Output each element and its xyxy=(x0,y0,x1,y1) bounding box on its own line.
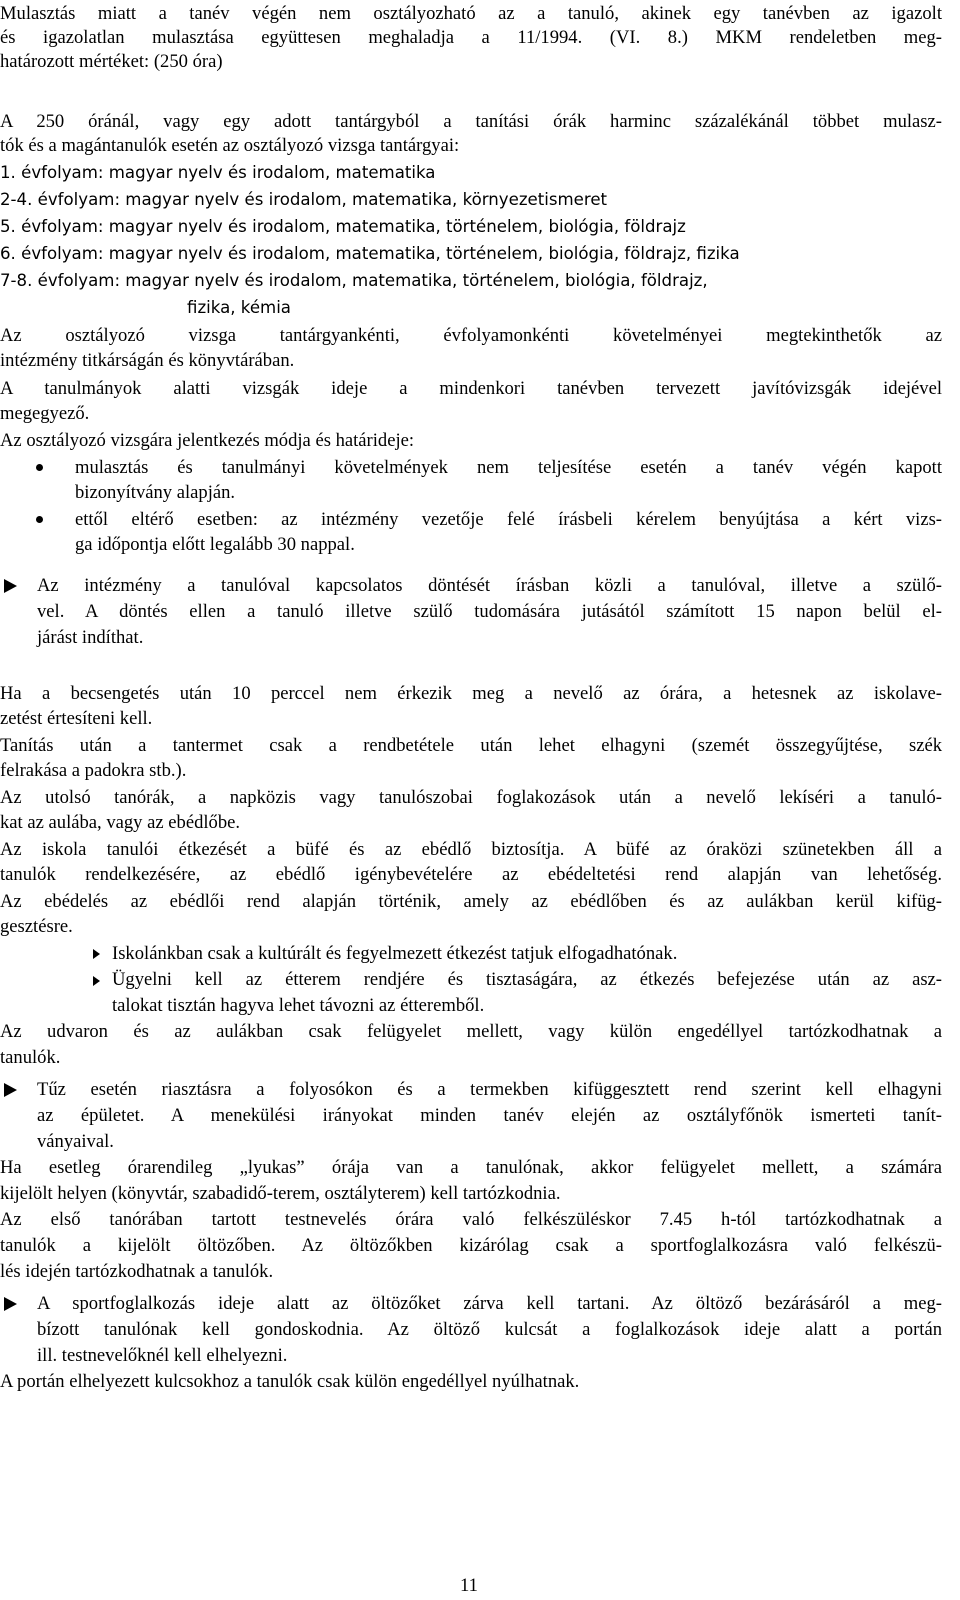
arrow-right-icon xyxy=(93,976,100,986)
bullet-1-line-1: mulasztás és tanulmányi követelmények nem teljesítése esetén a tanév végén kapott xyxy=(75,457,942,478)
classroom-line-2: felrakása a padokra stb.). xyxy=(0,760,187,781)
requirements-line-2: intézmény titkárságán és könyvtárában. xyxy=(0,350,295,371)
dining-rule-1: Iskolánkban csak a kultúrált és fegyelmezett étkezést tatjuk elfogadhatónak. xyxy=(112,943,678,964)
arrow-right-icon xyxy=(93,949,100,959)
fire-line-3: ványaival. xyxy=(37,1131,114,1152)
pe-line-3: lés idején tartózkodhatnak a tanulók. xyxy=(0,1261,274,1282)
dining-line-2: gesztésre. xyxy=(0,916,73,937)
arrow-right-icon xyxy=(4,1083,17,1097)
courtyard-line-2: tanulók. xyxy=(0,1047,61,1068)
grade-7-8-subjects: 7-8. évfolyam: magyar nyelv és irodalom, matematika, történelem, biológia, földrajz, xyxy=(0,271,708,290)
grade-1-subjects: 1. évfolyam: magyar nyelv és irodalom, matematika xyxy=(0,163,436,182)
grade-5-subjects: 5. évfolyam: magyar nyelv és irodalom, matematika, történelem, biológia, földrajz xyxy=(0,217,686,236)
last-lessons-line-1: Az utolsó tanórák, a napközis vagy tanulószobai foglakozások után a nevelő lekíséri a tanuló- xyxy=(0,787,942,808)
grade-6-subjects: 6. évfolyam: magyar nyelv és irodalom, matematika, történelem, biológia, földrajz, fizika xyxy=(0,244,740,263)
page-number: 11 xyxy=(460,1575,478,1596)
dining-line-1: Az ebédelés az ebédlői rend alapján történik, amely az ebédlőben és az aulákban kerül kifüg- xyxy=(0,891,942,912)
exam-intro-line-2: tók és a magántanulók esetén az osztályozó vizsga tantárgyai: xyxy=(0,135,460,156)
decision-line-2: vel. A döntés ellen a tanuló illetve szülő tudomására jutásától számított 15 napon belül el- xyxy=(37,601,942,622)
bullet-dot-icon xyxy=(36,464,43,471)
pe-line-2: tanulók a kijelölt öltözőben. Az öltözőkben kizárólag csak a sportfoglalkozásra való felkészü- xyxy=(0,1235,942,1256)
locker-line-1: A sportfoglalkozás ideje alatt az öltözőket zárva kell tartani. Az öltöző bezárásáról a meg- xyxy=(37,1293,942,1314)
free-period-line-1: Ha esetleg órarendileg „lyukas” órája van a tanulónak, akkor felügyelet mellett, a számára xyxy=(0,1157,942,1178)
bullet-2-line-1: ettől eltérő esetben: az intézmény vezetője felé írásbeli kérelem benyújtása a kért vizs- xyxy=(75,509,942,530)
bullet-1-line-2: bizonyítvány alapján. xyxy=(75,482,236,503)
arrow-right-icon xyxy=(4,1297,17,1311)
courtyard-line-1: Az udvaron és az aulákban csak felügyelet mellett, vagy külön engedéllyel tartózkodhatnak a xyxy=(0,1021,942,1042)
meals-line-2: tanulók rendelkezésére, az ebédlő igénybevételére az ebédeltetési rend alapján van lehetőség. xyxy=(0,864,942,885)
arrow-right-icon xyxy=(4,579,17,593)
requirements-line-1: Az osztályozó vizsga tantárgyankénti, évfolyamonkénti követelményei megtekinthetők az xyxy=(0,325,942,346)
late-teacher-line-2: zetést értesíteni kell. xyxy=(0,708,153,729)
classroom-line-1: Tanítás után a tantermet csak a rendbetétele után lehet elhagyni (szemét összegyűjtése, szék xyxy=(0,735,942,756)
locker-line-3: ill. testnevelőknél kell elhelyezni. xyxy=(37,1345,288,1366)
fire-line-2: az épületet. A menekülési irányokat minden tanév elején az osztályfőnök ismerteti tanít- xyxy=(37,1105,942,1126)
locker-line-2: bízott tanulónak kell gondoskodnia. Az öltöző kulcsát a foglalkozások ideje alatt a portán xyxy=(37,1319,942,1340)
grade-7-8-subjects-cont: fizika, kémia xyxy=(187,298,291,317)
late-teacher-line-1: Ha a becsengetés után 10 perccel nem érkezik meg a nevelő az órára, a hetesnek az iskolave- xyxy=(0,683,942,704)
exam-time-line-2: megegyező. xyxy=(0,403,90,424)
dining-rule-2-line-2: talokat tisztán hagyva lehet távozni az étteremből. xyxy=(112,995,485,1016)
intro-line-2: és igazolatlan mulasztása együttesen meghaladja a 11/1994. (VI. 8.) MKM rendeletben meg- xyxy=(0,27,942,48)
meals-line-1: Az iskola tanulói étkezését a büfé és az ebédlő biztosítja. A büfé az óraközi szünetekben áll a xyxy=(0,839,942,860)
fire-line-1: Tűz esetén riasztásra a folyosókon és a termekben kifüggesztett rend szerint kell elhagyni xyxy=(37,1079,942,1100)
bullet-dot-icon xyxy=(36,516,43,523)
exam-time-line-1: A tanulmányok alatti vizsgák ideje a mindenkori tanévben tervezett javítóvizsgák idejével xyxy=(0,378,942,399)
exam-intro-line-1: A 250 óránál, vagy egy adott tantárgyból a tanítási órák harminc százalékánál többet mulasz- xyxy=(0,111,942,132)
bullet-2-line-2: ga időpontja előtt legalább 30 nappal. xyxy=(75,534,355,555)
decision-line-3: járást indíthat. xyxy=(37,627,144,648)
decision-line-1: Az intézmény a tanulóval kapcsolatos döntését írásban közli a tanulóval, illetve a szülő- xyxy=(37,575,942,596)
keys-line: A portán elhelyezett kulcsokhoz a tanulók csak külön engedéllyel nyúlhatnak. xyxy=(0,1371,580,1392)
pe-line-1: Az első tanórában tartott testnevelés órára való felkészüléskor 7.45 h-tól tartózkodhatnak a xyxy=(0,1209,942,1230)
grade-2-4-subjects: 2-4. évfolyam: magyar nyelv és irodalom, matematika, környezetismeret xyxy=(0,190,608,209)
intro-line-3: határozott mértéket: (250 óra) xyxy=(0,51,223,72)
last-lessons-line-2: kat az aulába, vagy az ebédlőbe. xyxy=(0,812,241,833)
dining-rule-2-line-1: Ügyelni kell az étterem rendjére és tisztaságára, az étkezés befejezése után az asz- xyxy=(112,969,942,990)
application-heading: Az osztályozó vizsgára jelentkezés módja és határideje: xyxy=(0,430,415,451)
free-period-line-2: kijelölt helyen (könyvtár, szabadidő-terem, osztályterem) kell tartózkodnia. xyxy=(0,1183,561,1204)
intro-line-1: Mulasztás miatt a tanév végén nem osztályozható az a tanuló, akinek egy tanévben az igazolt xyxy=(0,3,942,24)
